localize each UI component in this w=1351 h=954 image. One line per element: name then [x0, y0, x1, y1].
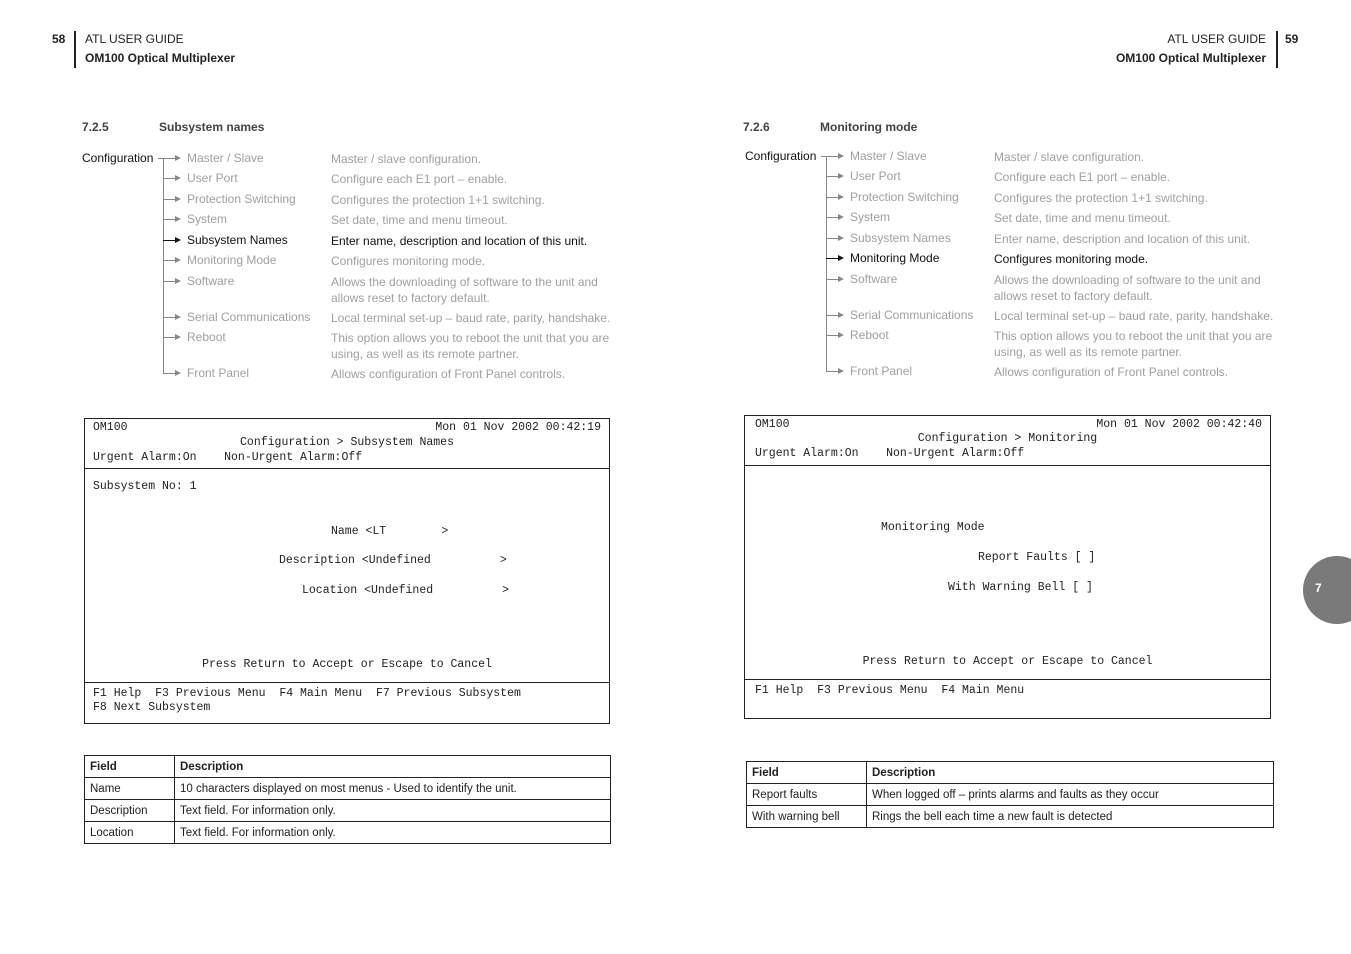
field-table [746, 761, 1274, 828]
section-title: Monitoring mode [820, 120, 918, 134]
menu-item-description: Allows configuration of Front Panel controls. [331, 367, 566, 381]
menu-item-description: Allows configuration of Front Panel controls. [994, 365, 1229, 379]
menu-item-description: Allows the downloading of software to the unit and allows reset to factory default. [331, 275, 598, 305]
arrow-right-icon [175, 278, 181, 284]
arrow-right-icon [175, 334, 181, 340]
menu-item-description: Enter name, description and location of this unit. [331, 234, 588, 248]
menu-item-label: Monitoring Mode [187, 253, 277, 267]
menu-item-label: Software [850, 272, 898, 286]
terminal-datetime: Mon 01 Nov 2002 00:42:40 [1096, 418, 1262, 431]
menu-item-label: Serial Communications [187, 310, 311, 324]
table-cell-description: Text field. For information only. [175, 800, 611, 822]
menu-connector [163, 260, 175, 261]
arrow-right-icon [838, 368, 844, 374]
page-number: 59 [1285, 32, 1299, 46]
menu-item-label: Reboot [187, 330, 226, 344]
menu-connector [163, 317, 175, 318]
arrow-right-icon [175, 370, 181, 376]
menu-item-description: This option allows you to reboot the unit that you are using, as well as its remote partner. [994, 329, 1273, 359]
arrow-right-icon [175, 237, 181, 243]
menu-item-description: Configures monitoring mode. [994, 252, 1149, 266]
menu-item-description: Local terminal set-up – baud rate, parity, handshake. [994, 309, 1274, 323]
guide-title: ATL USER GUIDE [85, 32, 184, 46]
menu-item-description: Set date, time and menu timeout. [331, 213, 508, 227]
table-cell-description: When logged off – prints alarms and faults as they occur [867, 784, 1274, 806]
column-header-description: Description [175, 756, 611, 778]
menu-item[interactable] [745, 210, 1285, 226]
menu-item-label: Front Panel [187, 366, 250, 380]
menu-item[interactable] [82, 274, 622, 305]
menu-item-label: Serial Communications [850, 308, 974, 322]
menu-connector [826, 238, 838, 239]
menu-item-label: Protection Switching [187, 192, 296, 206]
menu-item-label: Protection Switching [850, 190, 959, 204]
column-header-description: Description [867, 762, 1274, 784]
page-number: 58 [52, 32, 66, 46]
arrow-right-icon [838, 312, 844, 318]
terminal-keys [745, 680, 1270, 718]
terminal-keys [85, 683, 609, 723]
terminal-header [745, 416, 1270, 466]
chapter-number: 7 [1315, 581, 1322, 595]
menu-item[interactable] [745, 272, 1285, 303]
menu-item-description: Configures the protection 1+1 switching. [331, 193, 545, 207]
menu-connector [826, 197, 838, 198]
name-field[interactable]: Name <LT > [331, 525, 449, 538]
column-header-field: Field [85, 756, 175, 778]
menu-item[interactable] [745, 308, 1285, 324]
left-page [0, 0, 675, 954]
menu-item-label: Reboot [850, 328, 889, 342]
arrow-right-icon [838, 194, 844, 200]
table-cell-description: 10 characters displayed on most menus - Used to identify the unit. [175, 778, 611, 800]
header-divider [74, 31, 76, 68]
arrow-right-icon [838, 153, 844, 159]
menu-item[interactable] [745, 231, 1285, 247]
terminal-header [85, 419, 609, 469]
subsystem-number: Subsystem No: 1 [93, 480, 197, 493]
table-row [85, 800, 611, 822]
menu-item[interactable] [82, 233, 622, 249]
terminal-alarms: Urgent Alarm:On Non-Urgent Alarm:Off [755, 447, 1025, 460]
table-row [85, 778, 611, 800]
menu-item-label: Subsystem Names [850, 231, 951, 245]
product-title: OM100 Optical Multiplexer [1115, 51, 1266, 65]
right-page [676, 0, 1351, 954]
terminal-prompt: Press Return to Accept or Escape to Cancel [862, 655, 1153, 668]
menu-connector [163, 178, 175, 179]
function-keys-line1: F1 Help F3 Previous Menu F4 Main Menu F7 Previous Subsystem [93, 687, 521, 700]
description-field[interactable]: Description <Undefined > [279, 554, 507, 567]
arrow-right-icon [175, 175, 181, 181]
menu-item-description: Allows the downloading of software to the unit and allows reset to factory default. [994, 273, 1261, 303]
table-header-row [747, 762, 1274, 784]
menu-item-description: This option allows you to reboot the unit that you are using, as well as its remote partner. [331, 331, 610, 361]
menu-item[interactable] [82, 151, 622, 167]
arrow-right-icon [175, 257, 181, 263]
menu-item[interactable] [82, 212, 622, 228]
table-header-row [85, 756, 611, 778]
terminal-body [745, 466, 1270, 680]
menu-connector [826, 335, 838, 336]
table-row [747, 784, 1274, 806]
menu-connector [826, 217, 838, 218]
column-header-field: Field [747, 762, 867, 784]
field-table [84, 755, 611, 844]
menu-item-description: Local terminal set-up – baud rate, parity, handshake. [331, 311, 611, 325]
menu-item[interactable] [745, 149, 1285, 165]
menu-item-label: Master / Slave [187, 151, 264, 165]
menu-item-label: Subsystem Names [187, 233, 288, 247]
menu-item[interactable] [745, 251, 1285, 267]
arrow-right-icon [175, 216, 181, 222]
report-faults-option[interactable]: Report Faults [ ] [978, 551, 1096, 564]
menu-connector [163, 158, 175, 159]
arrow-right-icon [838, 173, 844, 179]
arrow-right-icon [175, 155, 181, 161]
terminal-breadcrumb: Configuration > Subsystem Names [240, 436, 454, 449]
guide-title: ATL USER GUIDE [1167, 32, 1266, 46]
table-cell-description: Text field. For information only. [175, 822, 611, 844]
menu-connector [826, 371, 838, 372]
menu-item-description: Configure each E1 port – enable. [331, 172, 508, 186]
menu-connector [163, 337, 175, 338]
menu-item-description: Configure each E1 port – enable. [994, 170, 1171, 184]
monitoring-mode-title: Monitoring Mode [881, 521, 985, 534]
menu-item[interactable] [745, 364, 1285, 380]
table-cell-field: Name [85, 778, 175, 800]
menu-item-description: Configures the protection 1+1 switching. [994, 191, 1208, 205]
terminal-datetime: Mon 01 Nov 2002 00:42:19 [435, 421, 601, 434]
menu-connector [163, 240, 175, 241]
table-cell-field: With warning bell [747, 806, 867, 828]
menu-item[interactable] [82, 253, 622, 269]
table-cell-field: Report faults [747, 784, 867, 806]
product-title: OM100 Optical Multiplexer [85, 51, 236, 65]
terminal-device: OM100 [755, 418, 790, 431]
location-field[interactable]: Location <Undefined > [302, 584, 510, 597]
menu-item-description: Master / slave configuration. [994, 150, 1145, 164]
table-cell-field: Location [85, 822, 175, 844]
function-keys-line2: F8 Next Subsystem [93, 701, 211, 714]
terminal-device: OM100 [93, 421, 128, 434]
table-row [747, 806, 1274, 828]
menu-connector [826, 315, 838, 316]
menu-connector [163, 199, 175, 200]
table-cell-description: Rings the bell each time a new fault is detected [867, 806, 1274, 828]
menu-item-label: Monitoring Mode [850, 251, 940, 265]
menu-item-label: Master / Slave [850, 149, 927, 163]
arrow-right-icon [838, 235, 844, 241]
menu-item[interactable] [745, 169, 1285, 185]
arrow-right-icon [838, 255, 844, 261]
table-row [85, 822, 611, 844]
terminal-screen [84, 418, 610, 724]
header-divider [1276, 31, 1278, 68]
terminal-breadcrumb: Configuration > Monitoring [917, 432, 1098, 445]
menu-connector [826, 156, 838, 157]
menu-item[interactable] [745, 328, 1285, 359]
menu-item[interactable] [82, 310, 622, 326]
arrow-right-icon [175, 196, 181, 202]
terminal-screen [744, 415, 1271, 719]
tree-root-configuration: Configuration [82, 151, 154, 165]
section-title: Subsystem names [159, 120, 265, 134]
menu-connector [163, 373, 175, 374]
menu-item-label: System [850, 210, 891, 224]
section-number: 7.2.6 [743, 120, 770, 134]
menu-item[interactable] [82, 192, 622, 208]
section-number: 7.2.5 [82, 120, 109, 134]
arrow-right-icon [838, 332, 844, 338]
menu-item-description: Enter name, description and location of this unit. [994, 232, 1251, 246]
terminal-prompt: Press Return to Accept or Escape to Cancel [202, 658, 492, 671]
menu-item-description: Master / slave configuration. [331, 152, 482, 166]
menu-connector [826, 258, 838, 259]
menu-item[interactable] [82, 330, 622, 361]
menu-item-label: Front Panel [850, 364, 913, 378]
menu-item-label: System [187, 212, 228, 226]
menu-item-description: Configures monitoring mode. [331, 254, 486, 268]
menu-connector [826, 279, 838, 280]
menu-item-label: User Port [850, 169, 901, 183]
warning-bell-option[interactable]: With Warning Bell [ ] [948, 581, 1093, 594]
menu-connector [826, 176, 838, 177]
menu-connector [163, 219, 175, 220]
menu-item-description: Set date, time and menu timeout. [994, 211, 1171, 225]
menu-item-label: Software [187, 274, 235, 288]
menu-item[interactable] [82, 171, 622, 187]
arrow-right-icon [838, 214, 844, 220]
table-cell-field: Description [85, 800, 175, 822]
arrow-right-icon [175, 314, 181, 320]
menu-connector [163, 281, 175, 282]
arrow-right-icon [838, 276, 844, 282]
tree-root-configuration: Configuration [745, 149, 817, 163]
menu-item[interactable] [82, 366, 622, 382]
function-keys-line1: F1 Help F3 Previous Menu F4 Main Menu [755, 684, 1025, 697]
terminal-alarms: Urgent Alarm:On Non-Urgent Alarm:Off [93, 451, 363, 464]
menu-item[interactable] [745, 190, 1285, 206]
terminal-body [85, 469, 609, 683]
menu-item-label: User Port [187, 171, 238, 185]
